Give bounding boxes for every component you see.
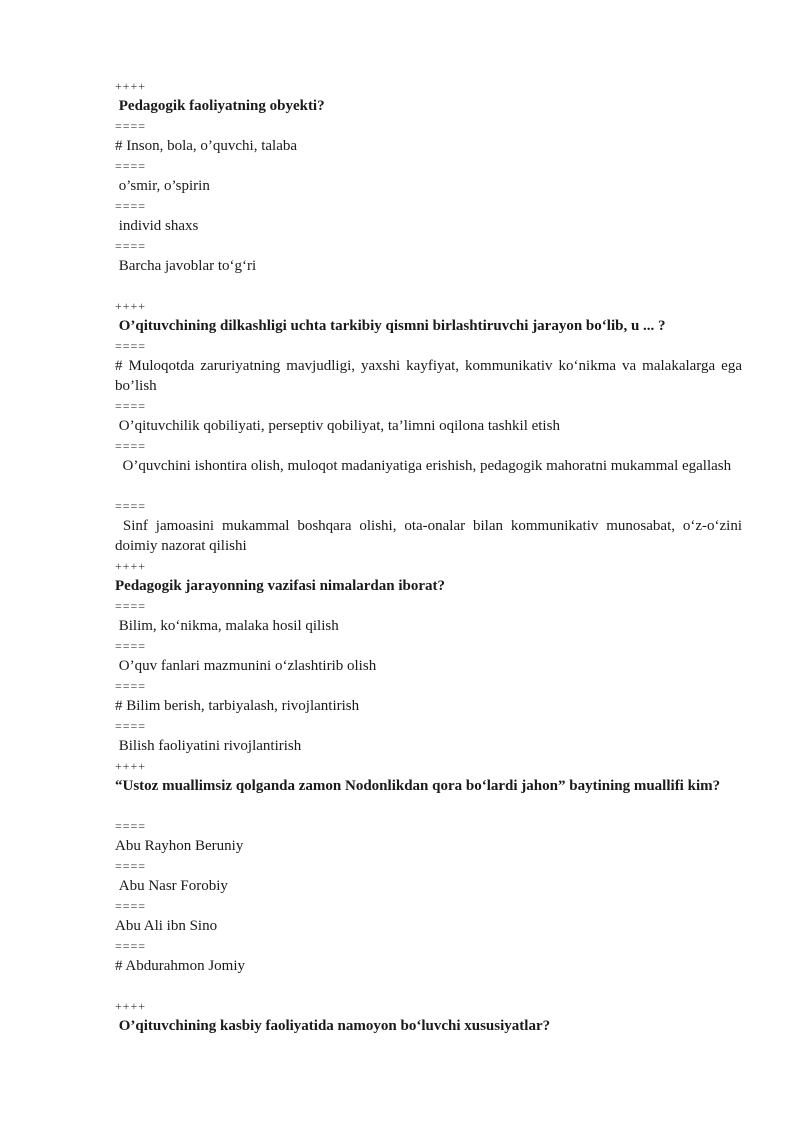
question-text: Pedagogik jarayonning vazifasi nimalardan iborat? <box>115 578 446 594</box>
answer-option: Bilim, koʻnikma, malaka hosil qilish <box>115 618 339 634</box>
answer-separator: ==== <box>115 199 147 213</box>
question-marker: ++++ <box>115 79 147 93</box>
question-text: O’qituvchining dilkashligi uchta tarkibiy qismni birlashtiruvchi jarayon boʻlib, u ... ? <box>115 318 666 334</box>
answer-option: Sinf jamoasini mukammal boshqara olishi, ota-onalar bilan kommunikativ munosabat, oʻz-oʻzini doimiy nazorat qilishi <box>115 518 746 554</box>
answer-separator: ==== <box>115 639 147 653</box>
question-text: Pedagogik faoliyatning obyekti? <box>115 98 325 114</box>
answer-separator: ==== <box>115 899 147 913</box>
answer-separator: ==== <box>115 499 147 513</box>
answer-separator: ==== <box>115 819 147 833</box>
question-marker: ++++ <box>115 759 147 773</box>
answer-option: # Muloqotda zaruriyatning mavjudligi, yaxshi kayfiyat, kommunikativ koʻnikma va malakalarga ega bo’lish <box>115 358 746 394</box>
answer-separator: ==== <box>115 239 147 253</box>
answer-separator: ==== <box>115 439 147 453</box>
answer-option: Abu Rayhon Beruniy <box>115 838 244 854</box>
answer-separator: ==== <box>115 339 147 353</box>
answer-separator: ==== <box>115 119 147 133</box>
answer-separator: ==== <box>115 859 147 873</box>
answer-separator: ==== <box>115 599 147 613</box>
answer-option: individ shaxs <box>115 218 199 234</box>
answer-option: Barcha javoblar toʻgʻri <box>115 258 257 274</box>
answer-option: O’quvchini ishontira olish, muloqot madaniyatiga erishish, pedagogik mahoratni mukammal egallash <box>115 458 732 474</box>
answer-option: O’qituvchilik qobiliyati, perseptiv qobiliyat, ta’limni oqilona tashkil etish <box>115 418 560 434</box>
answer-option: Bilish faoliyatini rivojlantirish <box>115 738 302 754</box>
answer-option: o’smir, o’spirin <box>115 178 210 194</box>
question-text: O’qituvchining kasbiy faoliyatida namoyon boʻluvchi xususiyatlar? <box>115 1018 551 1034</box>
question-marker: ++++ <box>115 999 147 1013</box>
answer-separator: ==== <box>115 159 147 173</box>
answer-option: Abu Nasr Forobiy <box>115 878 228 894</box>
question-marker: ++++ <box>115 299 147 313</box>
answer-separator: ==== <box>115 399 147 413</box>
question-text: “Ustoz muallimsiz qolganda zamon Nodonlikdan qora boʻlardi jahon” baytining muallifi kim? <box>115 778 721 794</box>
question-marker: ++++ <box>115 559 147 573</box>
answer-separator: ==== <box>115 679 147 693</box>
answer-option: # Abdurahmon Jomiy <box>115 958 245 974</box>
answer-option: O’quv fanlari mazmunini oʻzlashtirib olish <box>115 658 377 674</box>
answer-separator: ==== <box>115 939 147 953</box>
answer-option: # Inson, bola, o’quvchi, talaba <box>115 138 298 154</box>
answer-option: # Bilim berish, tarbiyalash, rivojlantirish <box>115 698 360 714</box>
answer-separator: ==== <box>115 719 147 733</box>
answer-option: Abu Ali ibn Sino <box>115 918 218 934</box>
